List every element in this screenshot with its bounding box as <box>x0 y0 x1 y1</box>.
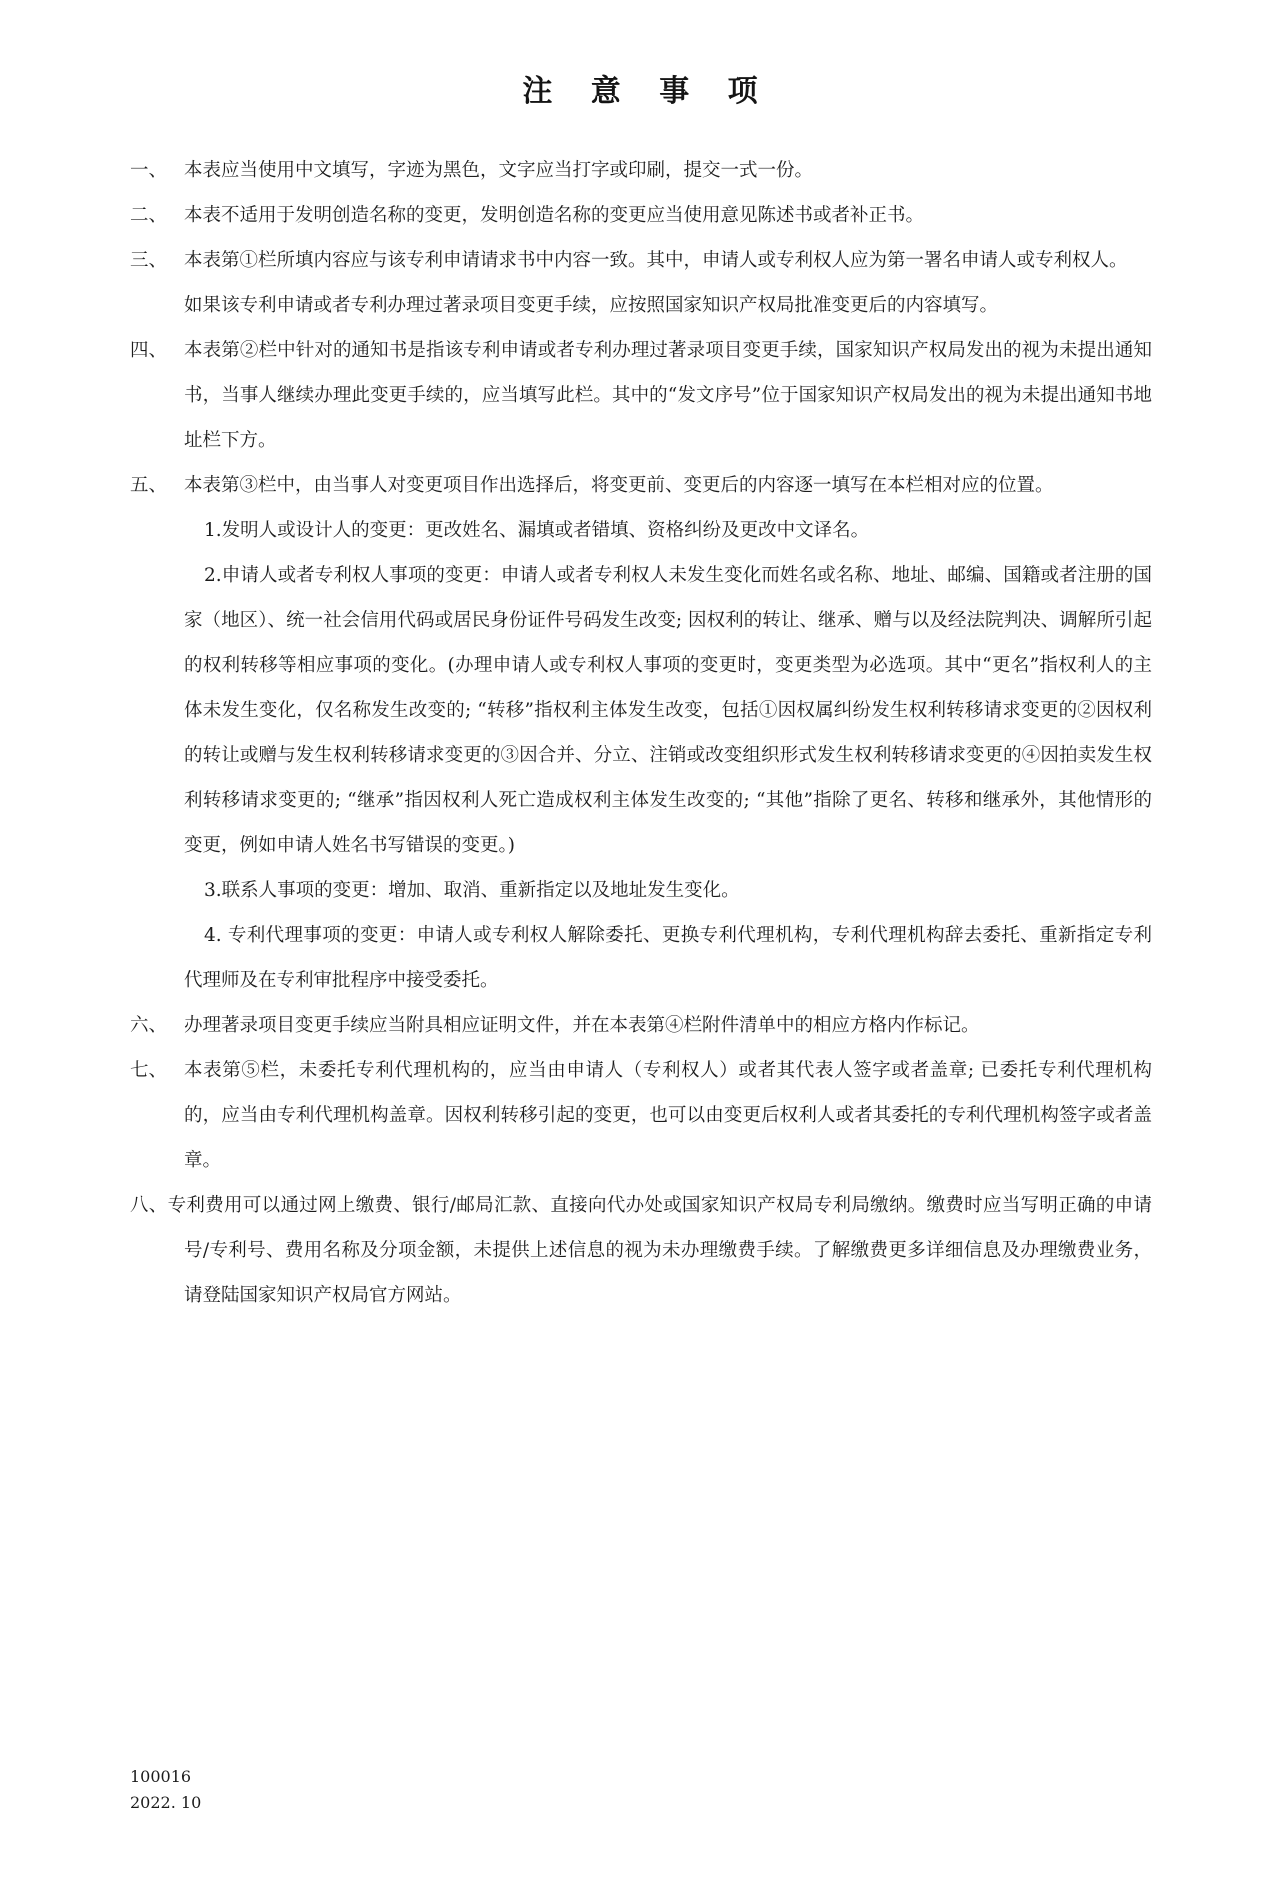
clause-3-marker: 三、 <box>130 250 168 271</box>
clause-6-marker: 六、 <box>130 1015 168 1036</box>
page-footer <box>130 1764 201 1816</box>
clause-6-text: 办理著录项目变更手续应当附具相应证明文件，并在本表第④栏附件清单中的相应方格内作标记。 <box>184 1015 980 1036</box>
clause-3-text: 本表第①栏所填内容应与该专利申请请求书中内容一致。其中，申请人或专利权人应为第一署名申请人或专利权人。 <box>184 250 1128 271</box>
clause-8 <box>130 1183 1152 1318</box>
clause-7-text: 本表第⑤栏，未委托专利代理机构的，应当由申请人（专利权人）或者其代表人签字或者盖章; 已委托专利代理机构的，应当由专利代理机构盖章。因权利转移引起的变更，也可以由变更后权利人或者其委托的专利代理机构签字或者盖章。 <box>184 1060 1152 1171</box>
clause-8-text: 专利费用可以通过网上缴费、银行/邮局汇款、直接向代办处或国家知识产权局专利局缴纳。缴费时应当写明正确的申请号/专利号、费用名称及分项金额，未提供上述信息的视为未办理缴费手续。了解缴费更多详细信息及办理缴费业务，请登陆国家知识产权局官方网站。 <box>167 1195 1152 1306</box>
page-title: 注 意 事 项 <box>522 74 772 109</box>
clause-5-text: 本表第③栏中，由当事人对变更项目作出选择后，将变更前、变更后的内容逐一填写在本栏相对应的位置。 <box>184 475 1054 496</box>
clause-5-subitem-4: 4. 专利代理事项的变更：申请人或专利权人解除委托、更换专利代理机构，专利代理机构辞去委托、重新指定专利代理师及在专利审批程序中接受委托。 <box>184 925 1152 991</box>
clause-8-marker: 八、 <box>130 1195 168 1216</box>
clause-1-text: 本表应当使用中文填写，字迹为黑色，文字应当打字或印刷，提交一式一份。 <box>184 160 814 181</box>
document-page <box>0 74 1280 1884</box>
clause-2 <box>130 193 1152 238</box>
clause-6 <box>130 1003 1152 1048</box>
clause-5 <box>130 463 1152 508</box>
clause-4-text: 本表第②栏中针对的通知书是指该专利申请或者专利办理过著录项目变更手续，国家知识产权局发出的视为未提出通知书，当事人继续办理此变更手续的，应当填写此栏。其中的“发文序号”位于国家知识产权局发出的视为未提出通知书地址栏下方。 <box>184 340 1152 451</box>
clause-1 <box>130 148 1152 193</box>
clause-5-subitem-3: 3.联系人事项的变更：增加、取消、重新指定以及地址发生变化。 <box>204 880 740 901</box>
clause-2-marker: 二、 <box>130 205 168 226</box>
clause-2-text: 本表不适用于发明创造名称的变更，发明创造名称的变更应当使用意见陈述书或者补正书。 <box>184 205 925 226</box>
clause-7 <box>130 1048 1152 1183</box>
clause-3-continuation <box>130 283 1152 328</box>
clause-4 <box>130 328 1152 463</box>
clause-5-subitem-2: 2.申请人或者专利权人事项的变更：申请人或者专利权人未发生变化而姓名或名称、地址、邮编、国籍或者注册的国家（地区）、统一社会信用代码或居民身份证件号码发生改变; 因权利的转让、继承、赠与以及经法院判决、调解所引起的权利转移等相应事项的变化。(办理申请人或专利权人事项的变更时，变更类型为必选项。其中“更名”指权利人的主体未发生变化，仅名称发生改变的; “转移”指权利主体发生改变，包括①因权属纠纷发生权利转移请求变更的②因权利的转让或赠与发生权利转移请求变更的③因合并、分立、注销或改变组织形式发生权利转移请求变更的④因拍卖发生权利转移请求变更的; “继承”指因权利人死亡造成权利主体发生改变的; “其他”指除了更名、转移和继承外，其他情形的变更，例如申请人姓名书写错误的变更。) <box>184 565 1152 856</box>
clause-5-marker: 五、 <box>130 475 168 496</box>
clause-1-marker: 一、 <box>130 160 168 181</box>
footer-form-code: 100016 <box>130 1767 192 1786</box>
footer-version-date: 2022. 10 <box>130 1793 202 1812</box>
clause-7-marker: 七、 <box>130 1060 168 1081</box>
clause-3 <box>130 238 1152 283</box>
notice-body <box>130 148 1152 1318</box>
clause-3-text-line-2: 如果该专利申请或者专利办理过著录项目变更手续，应按照国家知识产权局批准变更后的内容填写。 <box>184 295 999 316</box>
clause-5-subitem-1: 1.发明人或设计人的变更：更改姓名、漏填或者错填、资格纠纷及更改中文译名。 <box>204 520 870 541</box>
clause-4-marker: 四、 <box>130 340 168 361</box>
